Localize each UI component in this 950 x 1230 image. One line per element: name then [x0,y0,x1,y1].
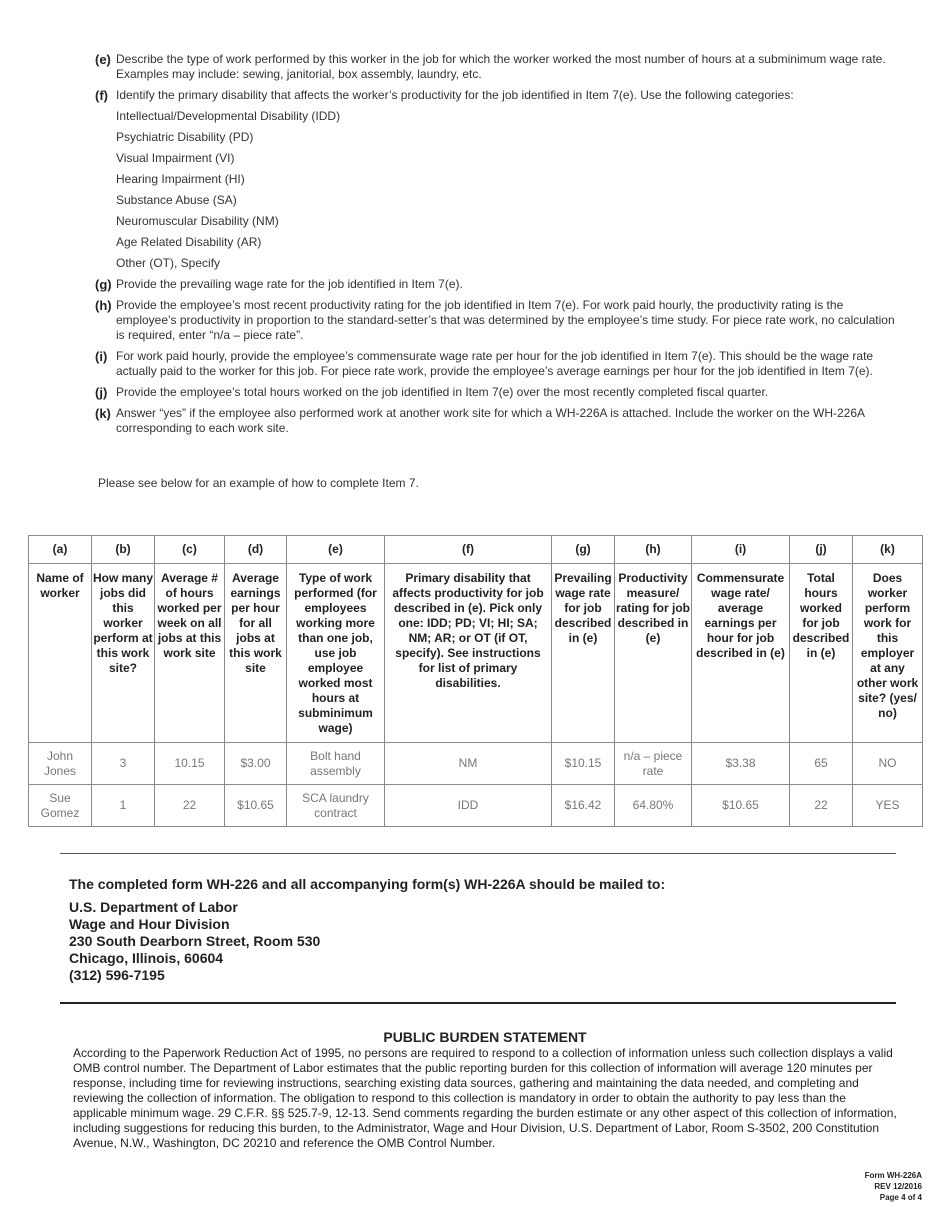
table-cell: NO [853,743,923,785]
instruction-text: Provide the prevailing wage rate for the job identified in Item 7(e). [116,277,463,291]
form-number: Form WH-226A [864,1171,922,1180]
column-header: How many jobs did this worker perform at this work site? [92,564,155,743]
category-pd: Psychiatric Disability (PD) [116,130,254,144]
instruction-j [95,385,895,400]
table-cell: 1 [92,785,155,827]
table-row [29,785,923,827]
column-letter: (j) [790,536,853,564]
instruction-text: Describe the type of work performed by this worker in the job for which the worker worked the most number of hours at a subminimum wage rate. Examples may include: sewing, janitorial, box assembly, laundry, etc. [116,52,886,81]
table-cell: NM [385,743,552,785]
address-line: Chicago, Illinois, 60604 [69,950,224,966]
column-letter: (d) [225,536,287,564]
column-header: Average earnings per hour for all jobs at this work site [225,564,287,743]
column-letter: (b) [92,536,155,564]
mailing-header: The completed form WH-226 and all accompanying form(s) WH-226A should be mailed to: [69,876,666,892]
table-cell: SCA laundry contract [287,785,385,827]
column-letter: (h) [615,536,692,564]
column-letter: (e) [287,536,385,564]
instruction-text: For work paid hourly, provide the employee’s commensurate wage rate per hour for the job identified in Item 7(e). This should be the wage rate actually paid to the worker for this job. For piece rate work, provide the employee’s average earnings per hour for the job identified in Item 7(e). [116,349,874,378]
instruction-text: Answer “yes” if the employee also performed work at another work site for which a WH-226A is attached. Include the worker on the WH-226A corresponding to each work site. [116,406,865,435]
table-cell: $10.15 [552,743,615,785]
column-header: Prevailing wage rate for job described in (e) [552,564,615,743]
page-number: Page 4 of 4 [879,1193,922,1202]
column-letter: (k) [853,536,923,564]
column-header: Type of work performed (for employees working more than one job, use job employee worked most hours at subminimum wage) [287,564,385,743]
column-header: Total hours worked for job described in (e) [790,564,853,743]
category-ot: Other (OT), Specify [116,256,221,270]
table-cell: Sue Gomez [29,785,92,827]
column-header: Does worker perform work for this employer at any other work site? (yes/ no) [853,564,923,743]
divider [60,853,896,854]
example-table [28,535,923,827]
table-cell: 65 [790,743,853,785]
instructions-list [95,52,895,442]
column-letter: (i) [692,536,790,564]
burden-title: PUBLIC BURDEN STATEMENT [383,1029,587,1045]
instruction-label: (e) [95,52,111,67]
instruction-label: (g) [95,277,112,292]
table-cell: $10.65 [225,785,287,827]
category-vi: Visual Impairment (VI) [116,151,235,165]
table-cell: $16.42 [552,785,615,827]
example-note: Please see below for an example of how to complete Item 7. [98,476,419,490]
column-header: Productivity measure/ rating for job described in (e) [615,564,692,743]
instruction-f [95,88,895,103]
instruction-label: (h) [95,298,112,313]
instruction-i [95,349,895,379]
column-letters-row [29,536,923,564]
column-header: Average # of hours worked per week on all jobs at this work site [155,564,225,743]
column-headers-row [29,564,923,743]
instruction-h [95,298,895,343]
instruction-text: Identify the primary disability that affects the worker’s productivity for the job identified in Item 7(e). Use the following categories: [116,88,794,102]
table-cell: 10.15 [155,743,225,785]
instruction-label: (i) [95,349,108,364]
instruction-label: (k) [95,406,111,421]
category-hi: Hearing Impairment (HI) [116,172,245,186]
column-letter: (g) [552,536,615,564]
mailing-address [69,899,320,984]
column-letter: (c) [155,536,225,564]
table-cell: 22 [790,785,853,827]
table-cell: Bolt hand assembly [287,743,385,785]
column-header: Commensurate wage rate/ average earnings per hour for job described in (e) [692,564,790,743]
table-cell: 3 [92,743,155,785]
burden-text: According to the Paperwork Reduction Act of 1995, no persons are required to respond to a collection of information unless such collection displays a valid OMB control number. The Department of Labor estimates that the public reporting burden for this collection of information will average 120 minutes per response, including time for reviewing instructions, searching existing data sources, gathering and maintaining the data needed, and completing and reviewing the collection of information. The obligation to respond to this collection is mandatory in order to obtain the authority to pay less than the applicable minimum wage. 29 C.F.R. §§ 525.7-9, 12-13. Send comments regarding the burden estimate or any other aspect of this collection of information, including suggestions for reducing this burden, to the Administrator, Wage and Hour Division, U.S. Department of Labor, Room S-3502, 200 Constitution Avenue, N.W., Washington, DC 20210 and reference the OMB Control Number. [73,1046,897,1150]
address-line: Wage and Hour Division [69,916,230,932]
table-cell: IDD [385,785,552,827]
category-sa: Substance Abuse (SA) [116,193,237,207]
column-letter: (f) [385,536,552,564]
instruction-g [95,277,895,292]
phone-number: (312) 596-7195 [69,967,165,983]
instruction-text: Provide the employee’s most recent productivity rating for the job identified in Item 7(e). For work paid hourly, the productivity rating is the employee’s productivity in proportion to the standard-setter’s that was determined by the employee’s time study. For piece rate work, no calculation is required, enter “n/a – piece rate”. [116,298,895,342]
table-cell: n/a – piece rate [615,743,692,785]
table-cell: $10.65 [692,785,790,827]
category-idd: Intellectual/Developmental Disability (IDD) [116,109,341,123]
table-row [29,743,923,785]
table-cell: 22 [155,785,225,827]
instruction-k [95,406,895,436]
column-header: Name of worker [29,564,92,743]
column-letter: (a) [29,536,92,564]
table-cell: 64.80% [615,785,692,827]
category-ar: Age Related Disability (AR) [116,235,262,249]
column-header: Primary disability that affects productivity for job described in (e). Pick only one: IDD; PD; VI; HI; SA; NM; AR; or OT (if OT, specify). See instructions for list of primary disabilities. [385,564,552,743]
table-cell: John Jones [29,743,92,785]
instruction-label: (f) [95,88,108,103]
address-line: U.S. Department of Labor [69,899,238,915]
table-cell: YES [853,785,923,827]
instruction-text: Provide the employee’s total hours worked on the job identified in Item 7(e) over the most recently completed fiscal quarter. [116,385,769,399]
category-nm: Neuromuscular Disability (NM) [116,214,279,228]
instruction-e [95,52,895,82]
table-cell: $3.38 [692,743,790,785]
form-revision: REV 12/2016 [874,1182,922,1191]
instruction-label: (j) [95,385,108,400]
address-line: 230 South Dearborn Street, Room 530 [69,933,321,949]
divider [60,1002,896,1004]
form-footer [865,1170,922,1203]
table-cell: $3.00 [225,743,287,785]
